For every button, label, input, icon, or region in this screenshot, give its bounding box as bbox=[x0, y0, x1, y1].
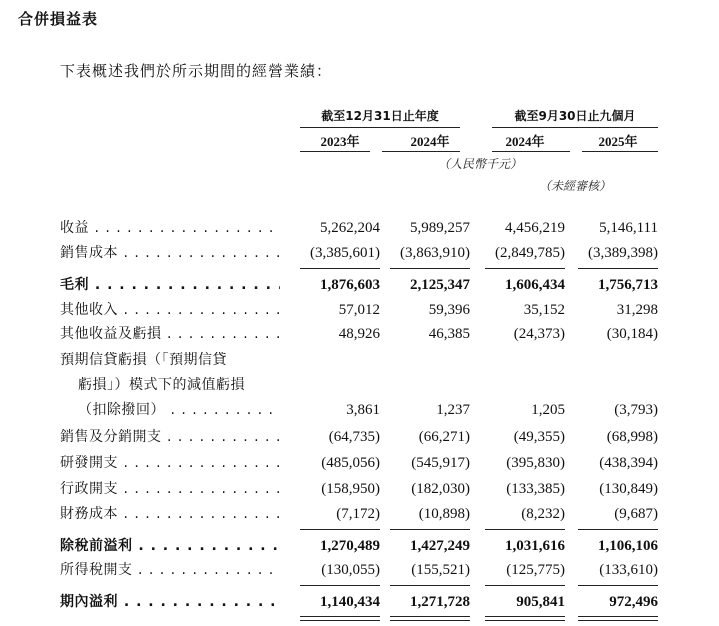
table-row-profit-for-period bbox=[0, 590, 719, 615]
value-cell: 2,125,347 bbox=[410, 277, 470, 293]
row-label: 虧損」）模式下的減值虧損 bbox=[78, 377, 245, 393]
subtotal-underline bbox=[485, 529, 565, 530]
row-label: 收益 . . . bbox=[60, 216, 280, 241]
total-double-underline bbox=[300, 616, 380, 621]
value-cell: 5,262,204 bbox=[320, 220, 380, 236]
value-cell: 1,031,616 bbox=[505, 538, 565, 554]
value-cell: (3,385,601) bbox=[310, 245, 380, 261]
value-cell: 5,146,111 bbox=[599, 220, 658, 236]
value-cell: 59,396 bbox=[428, 302, 470, 318]
subtotal-underline bbox=[300, 529, 380, 530]
value-cell: 905,841 bbox=[516, 594, 565, 610]
table-row-revenue bbox=[0, 216, 719, 241]
value-cell: 5,989,257 bbox=[410, 220, 470, 236]
table-row-impairment bbox=[0, 398, 719, 423]
value-cell: (2,849,785) bbox=[495, 245, 565, 261]
table-row-income-tax bbox=[0, 558, 719, 583]
row-label: 財務成本 . . . bbox=[60, 502, 280, 527]
year-header: 2025年 bbox=[598, 134, 638, 149]
value-cell: (3,389,398) bbox=[588, 245, 658, 261]
subtotal-underline bbox=[390, 585, 470, 586]
row-label: 行政開支 . . . bbox=[60, 477, 280, 502]
row-label: 除稅前溢利 . . . bbox=[60, 534, 280, 559]
total-double-underline bbox=[485, 616, 565, 621]
row-label: 預期信貸虧損（「預期信貸 bbox=[60, 352, 227, 368]
value-cell: 4,456,219 bbox=[505, 220, 565, 236]
value-cell: 1,237 bbox=[436, 402, 470, 418]
subtotal-underline bbox=[300, 585, 380, 586]
subtotal-underline bbox=[485, 268, 565, 269]
value-cell: (130,849) bbox=[599, 481, 658, 497]
year-header: 2023年 bbox=[320, 134, 360, 149]
column-group-underline bbox=[492, 127, 658, 128]
unaudited-note: （未經審核） bbox=[538, 179, 611, 193]
year-underline bbox=[382, 151, 460, 152]
year-underline bbox=[492, 151, 570, 152]
year-underline bbox=[582, 151, 658, 152]
value-cell: 3,861 bbox=[346, 402, 380, 418]
subtotal-underline bbox=[300, 268, 380, 269]
row-label: 其他收益及虧損 . . . bbox=[60, 322, 280, 347]
value-cell: (49,355) bbox=[513, 429, 565, 445]
subtotal-underline bbox=[578, 268, 658, 269]
value-cell: (64,735) bbox=[328, 429, 380, 445]
row-label: 銷售及分銷開支 . . . bbox=[60, 425, 280, 450]
value-cell: 1,427,249 bbox=[410, 538, 470, 554]
value-cell: 31,298 bbox=[616, 302, 658, 318]
table-row-other-income bbox=[0, 298, 719, 323]
currency-unit-note: （人民幣千元） bbox=[437, 157, 522, 171]
value-cell: 1,876,603 bbox=[320, 277, 380, 293]
value-cell: (3,863,910) bbox=[400, 245, 470, 261]
value-cell: (133,385) bbox=[506, 481, 565, 497]
row-label: 所得稅開支 . . . bbox=[60, 558, 280, 583]
row-label: 其他收入 . . . bbox=[60, 298, 280, 323]
value-cell: (438,394) bbox=[599, 455, 658, 471]
column-group-nine-months: 截至9月30日止九個月 bbox=[514, 109, 636, 123]
value-cell: (7,172) bbox=[336, 506, 380, 522]
value-cell: (68,998) bbox=[606, 429, 658, 445]
table-row-rd-expenses bbox=[0, 451, 719, 476]
value-cell: 57,012 bbox=[338, 302, 380, 318]
column-group-full-year: 截至12月31日止年度 bbox=[321, 109, 439, 123]
row-label: 銷售成本 . . . bbox=[60, 241, 280, 266]
year-header: 2024年 bbox=[505, 134, 545, 149]
value-cell: (8,232) bbox=[521, 506, 565, 522]
value-cell: 1,756,713 bbox=[598, 277, 658, 293]
value-cell: 972,496 bbox=[609, 594, 658, 610]
subtotal-underline bbox=[578, 529, 658, 530]
value-cell: (395,830) bbox=[506, 455, 565, 471]
value-cell: (9,687) bbox=[614, 506, 658, 522]
total-double-underline bbox=[578, 616, 658, 621]
total-double-underline bbox=[390, 616, 470, 621]
value-cell: (158,950) bbox=[321, 481, 380, 497]
subtotal-underline bbox=[578, 585, 658, 586]
value-cell: (155,521) bbox=[411, 562, 470, 578]
table-row-selling-expenses bbox=[0, 425, 719, 450]
value-cell: (485,056) bbox=[321, 455, 380, 471]
row-label: 期內溢利 . . . bbox=[60, 590, 280, 615]
row-label: 毛利 . . . bbox=[60, 273, 280, 298]
value-cell: 48,926 bbox=[338, 326, 380, 342]
value-cell: (3,793) bbox=[614, 402, 658, 418]
subtotal-underline bbox=[390, 268, 470, 269]
value-cell: (24,373) bbox=[513, 326, 565, 342]
value-cell: (125,775) bbox=[506, 562, 565, 578]
value-cell: (10,898) bbox=[418, 506, 470, 522]
year-header: 2024年 bbox=[410, 134, 450, 149]
column-group-underline bbox=[300, 127, 460, 128]
row-label: 研發開支 . . . bbox=[60, 451, 280, 476]
value-cell: (130,055) bbox=[321, 562, 380, 578]
table-row-impairment-label-line bbox=[0, 348, 719, 373]
table-row-profit-before-tax bbox=[0, 534, 719, 559]
intro-text: 下表概述我們於所示期間的經營業績： bbox=[60, 62, 333, 80]
value-cell: 1,270,489 bbox=[320, 538, 380, 554]
table-row-cost-of-sales bbox=[0, 241, 719, 266]
value-cell: 46,385 bbox=[428, 326, 470, 342]
value-cell: 1,106,106 bbox=[598, 538, 658, 554]
table-row-gross-profit bbox=[0, 273, 719, 298]
value-cell: (182,030) bbox=[411, 481, 470, 497]
value-cell: 1,205 bbox=[531, 402, 565, 418]
value-cell: (30,184) bbox=[606, 326, 658, 342]
table-row-admin-expenses bbox=[0, 477, 719, 502]
value-cell: 1,606,434 bbox=[505, 277, 565, 293]
value-cell: (545,917) bbox=[411, 455, 470, 471]
value-cell: 1,271,728 bbox=[410, 594, 470, 610]
row-label: （扣除撥回） . . . bbox=[78, 398, 280, 423]
subtotal-underline bbox=[390, 529, 470, 530]
statement-heading: 合併損益表 bbox=[18, 10, 99, 28]
value-cell: (66,271) bbox=[418, 429, 470, 445]
year-underline bbox=[300, 151, 370, 152]
value-cell: (133,610) bbox=[599, 562, 658, 578]
table-row-impairment-label-line bbox=[0, 373, 719, 398]
value-cell: 1,140,434 bbox=[320, 594, 380, 610]
table-row-finance-costs bbox=[0, 502, 719, 527]
value-cell: 35,152 bbox=[523, 302, 565, 318]
table-row-other-gains-losses bbox=[0, 322, 719, 347]
subtotal-underline bbox=[485, 585, 565, 586]
